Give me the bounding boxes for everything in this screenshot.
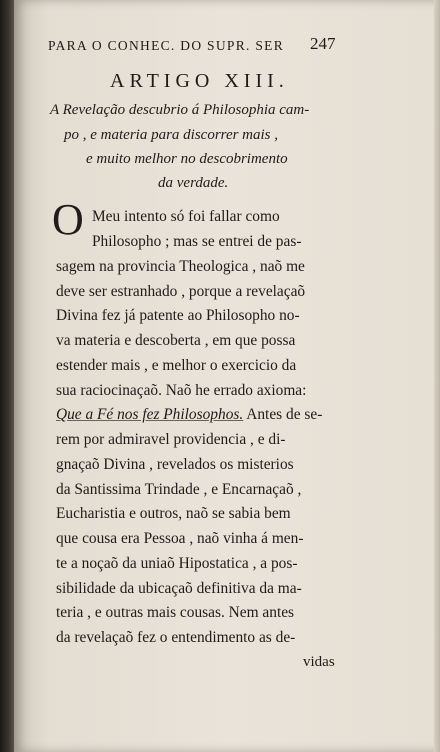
body-line: sibilidade da ubicaçaõ definitiva da ma- (56, 580, 302, 597)
body-line: Meu intento só foi fallar como (92, 208, 280, 225)
page-number: 247 (310, 34, 336, 53)
body-line: sagem na provincia Theologica , naõ me (56, 258, 305, 275)
summary-line: e muito melhor no descobrimento (86, 151, 288, 167)
body-line: deve ser estranhado , porque a revelaçaõ (56, 283, 306, 300)
body-line: estender mais , e melhor o exercicio da (56, 357, 297, 374)
body-line: Philosopho ; mas se entrei de pas- (92, 233, 302, 250)
body-line-continuation: Antes de se- (246, 406, 323, 423)
body-line: da revelaçaõ fez o entendimento as de- (56, 629, 296, 646)
body-line: gnaçaõ Divina , revelados os misterios (56, 456, 294, 473)
body-line: que cousa era Pessoa , naõ vinha á men- (56, 530, 304, 547)
article-heading: ARTIGO XIII. (110, 70, 289, 92)
body-line-axiom (56, 406, 346, 424)
summary-line: po , e materia para discorrer mais , (64, 127, 279, 143)
axiom-italic: Que a Fé nos fez Philosophos. (56, 406, 244, 423)
catchword: vidas (303, 654, 335, 670)
page-edge (434, 0, 440, 752)
drop-cap: O (52, 195, 84, 244)
body-line: Eucharistia e outros, naõ se sabia bem (56, 505, 291, 522)
body-line: va materia e descoberta , em que possa (56, 332, 296, 349)
summary-line: A Revelação descubrio á Philosophia cam- (50, 102, 310, 118)
body-line: da Santissima Trindade , e Encarnaçaõ , (56, 481, 302, 498)
body-line: sua raciocinaçaõ. Naõ he errado axioma: (56, 382, 307, 399)
body-line: te a noçaõ da uniaõ Hipostatica , a pos- (56, 555, 298, 572)
running-header: PARA O CONHEC. DO SUPR. SER (48, 38, 285, 53)
summary-line: da verdade. (158, 175, 229, 191)
body-line: rem por admiravel providencia , e di- (56, 431, 286, 448)
book-gutter (0, 0, 14, 752)
body-line: Divina fez já patente ao Philosopho no- (56, 307, 300, 324)
body-line: teria , e outras mais cousas. Nem antes (56, 604, 295, 621)
